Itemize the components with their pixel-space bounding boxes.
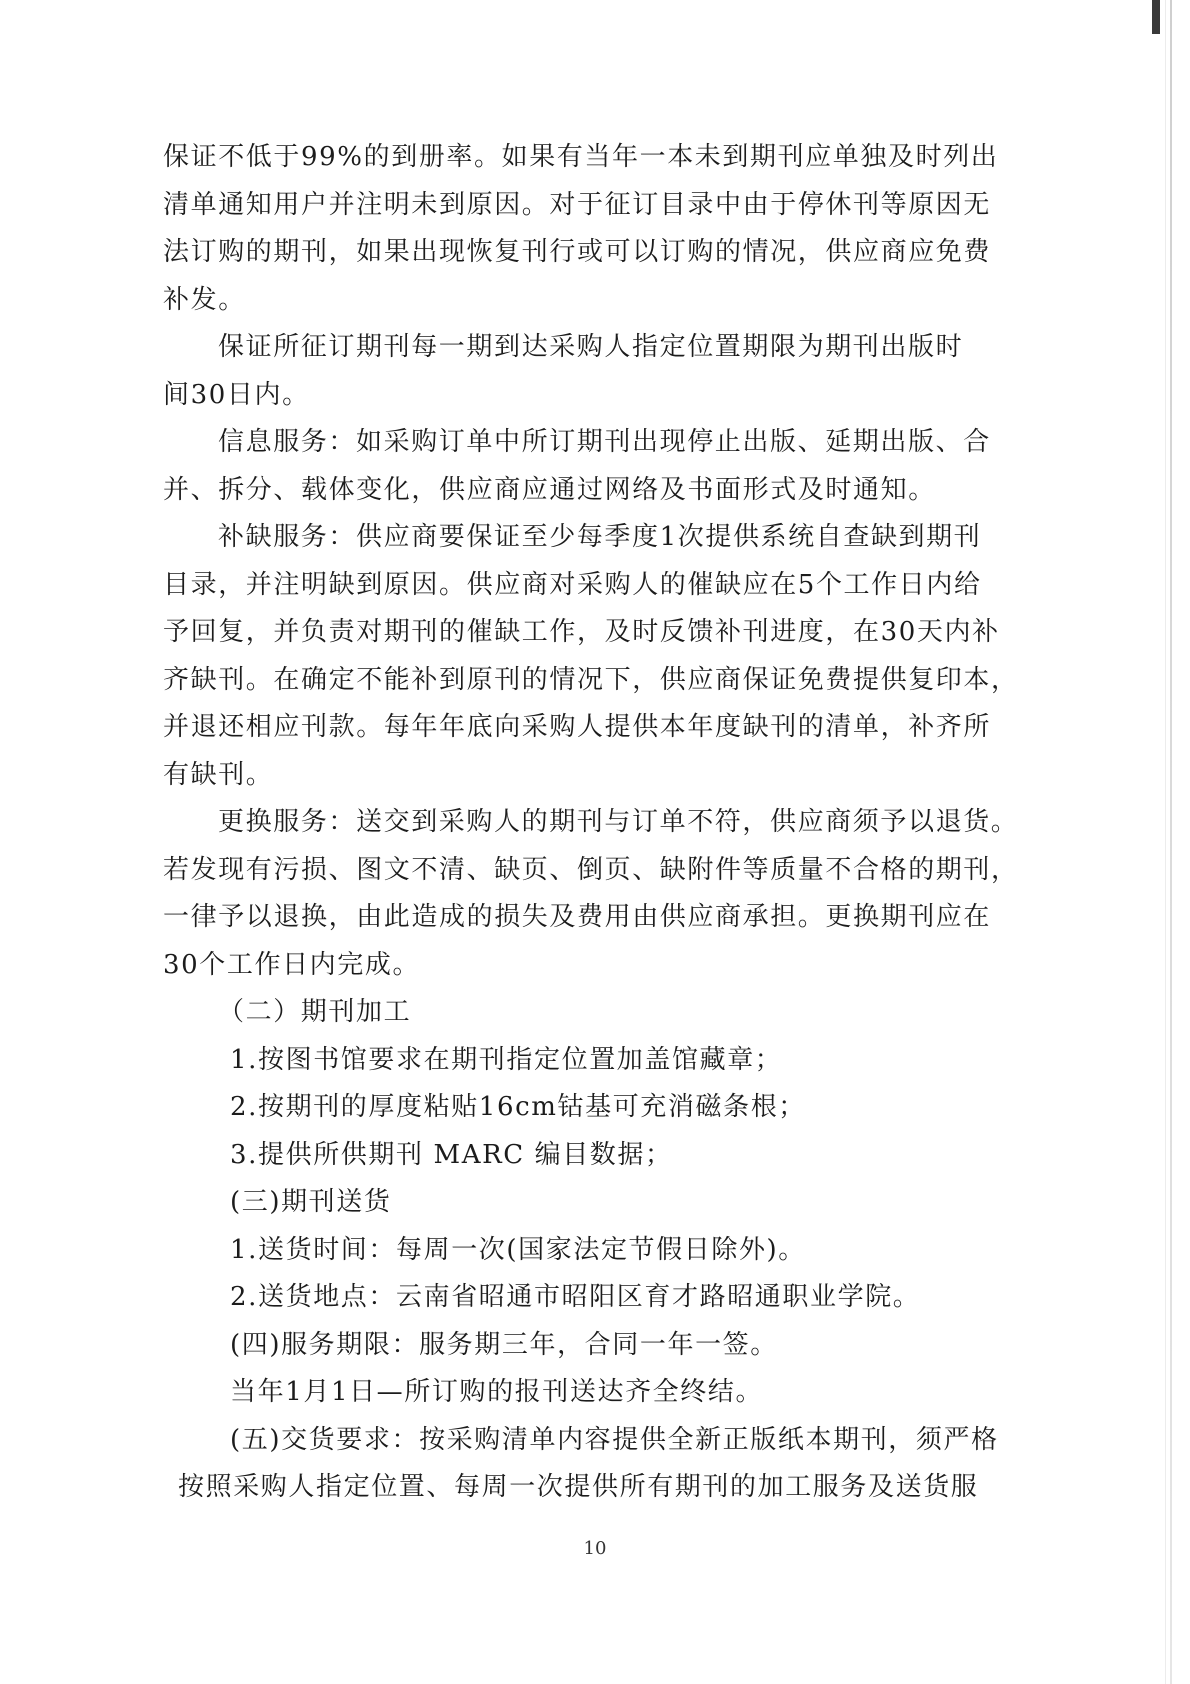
text-line: 保证不低于99%的到册率。如果有当年一本未到期刊应单独及时列出 — [163, 142, 999, 172]
text-line: 补发。 — [163, 284, 246, 315]
text-line: 清单通知用户并注明未到原因。对于征订目录中由于停休刊等原因无 — [163, 189, 992, 220]
list-item: 1.送货时间：每周一次(国家法定节假日除外)。 — [230, 1234, 806, 1265]
text-line: 按照采购人指定位置、每周一次提供所有期刊的加工服务及送货服 — [178, 1472, 979, 1502]
text-line: 信息服务：如采购订单中所订期刊出现停止出版、延期出版、合 — [218, 427, 991, 457]
list-item: 3.提供所供期刊 MARC 编目数据； — [230, 1139, 673, 1170]
text-line: 若发现有污损、图文不清、缺页、倒页、缺附件等质量不合格的期刊， — [163, 854, 1019, 885]
text-line: 法订购的期刊，如果出现恢复刊行或可以订购的情况，供应商应免费 — [163, 237, 992, 267]
text-line: 予回复，并负责对期刊的催缺工作，及时反馈补刊进度，在30天内补 — [163, 617, 1000, 647]
text-line: 30个工作日内完成。 — [163, 949, 421, 980]
text-line: 当年1月1日—所订购的报刊送达齐全终结。 — [230, 1377, 764, 1407]
list-item: 1.按图书馆要求在期刊指定位置加盖馆藏章； — [230, 1044, 783, 1075]
section-heading: (三)期刊送货 — [230, 1187, 392, 1217]
page-number: 10 — [583, 1537, 607, 1559]
list-item: 2.按期刊的厚度粘贴16cm钴基可充消磁条根； — [230, 1092, 806, 1122]
text-line: 补缺服务：供应商要保证至少每季度1次提供系统自查缺到期刊 — [218, 522, 982, 552]
list-item: 2.送货地点：云南省昭通市昭阳区育才路昭通职业学院。 — [230, 1282, 921, 1312]
text-line: 保证所征订期刊每一期到达采购人指定位置期限为期刊出版时 — [218, 332, 964, 362]
text-line: 有缺刊。 — [163, 759, 274, 790]
section-heading: (四)服务期限：服务期三年，合同一年一签。 — [230, 1329, 778, 1360]
section-heading: （二）期刊加工 — [218, 997, 412, 1027]
text-line: 间30日内。 — [163, 379, 310, 410]
text-line: 并、拆分、载体变化，供应商应通过网络及书面形式及时通知。 — [163, 474, 936, 505]
text-line: 并退还相应刊款。每年年底向采购人提供本年度缺刊的清单，补齐所 — [163, 712, 992, 742]
text-line: 更换服务：送交到采购人的期刊与订单不符，供应商须予以退货。 — [218, 807, 1019, 837]
text-line: 齐缺刊。在确定不能补到原刊的情况下，供应商保证免费提供复印本， — [163, 664, 1019, 695]
text-line: 一律予以退换，由此造成的损失及费用由供应商承担。更换期刊应在 — [163, 902, 992, 932]
text-line: 目录，并注明缺到原因。供应商对采购人的催缺应在5个工作日内给 — [163, 569, 982, 600]
section-heading: (五)交货要求：按采购清单内容提供全新正版纸本期刊，须严格 — [230, 1424, 999, 1455]
